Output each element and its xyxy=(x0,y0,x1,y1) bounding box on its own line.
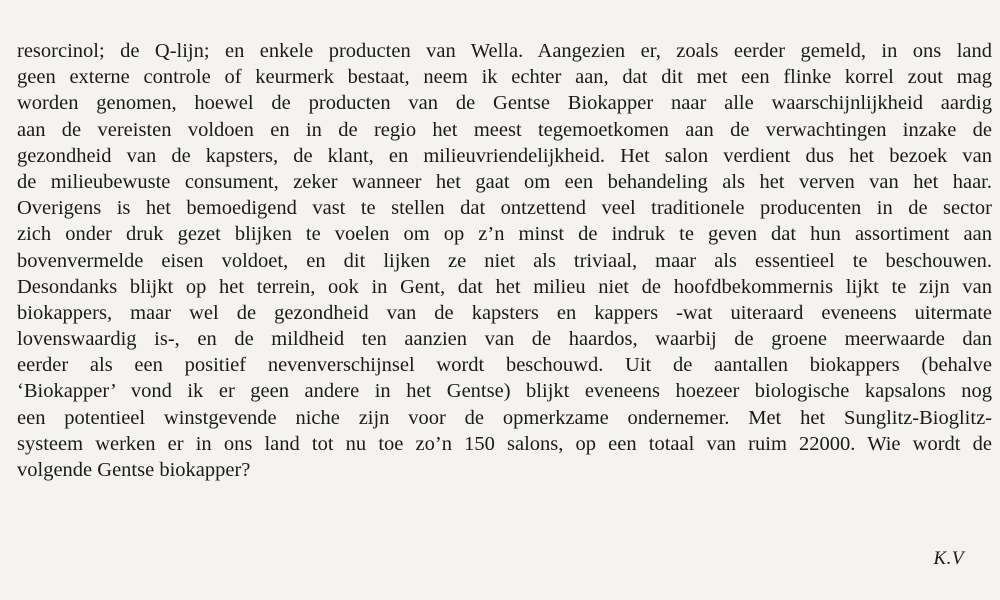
text-line-4: aan de vereisten voldoen en in de regio het meest tegemoetkomen aan de verwachtingen inzake de xyxy=(17,118,992,141)
text-line-17: volgende Gentse biokapper? xyxy=(17,459,251,481)
text-line-7: Overigens is het bemoedigend vast te stellen dat ontzettend veel traditionele producenten in de sector xyxy=(17,197,992,220)
text-line-14: ‘Biokapper’ vond ik er geen andere in het Gentse) blijkt eveneens hoezeer biologische kapsalons nog xyxy=(17,380,992,403)
text-line-16: systeem werken er in ons land tot nu toe zo’n 150 salons, op een totaal van ruim 22000. Wie wordt de xyxy=(17,432,992,455)
article-body xyxy=(17,38,992,483)
text-line-10: Desondanks blijkt op het terrein, ook in Gent, dat het milieu niet de hoofdbekommernis lijkt te zijn van xyxy=(17,275,992,298)
text-line-3: worden genomen, hoewel de producten van de Gentse Biokapper naar alle waarschijnlijkheid aardig xyxy=(17,92,992,115)
text-line-15: een potentieel winstgevende niche zijn voor de opmerkzame ondernemer. Met het Sunglitz-Bioglitz- xyxy=(17,406,992,429)
text-line-11: biokappers, maar wel de gezondheid van de kapsters en kappers -wat uiteraard eveneens uitermate xyxy=(17,301,992,324)
text-line-13: eerder als een positief nevenverschijnsel wordt beschouwd. Uit de aantallen biokappers (behalve xyxy=(17,354,992,377)
author-signature: K.V xyxy=(933,548,964,569)
text-line-12: lovenswaardig is-, en de mildheid ten aanzien van de haardos, waarbij de groene meerwaarde dan xyxy=(17,328,992,351)
text-line-5: gezondheid van de kapsters, de klant, en milieuvriendelijkheid. Het salon verdient dus het bezoek van xyxy=(17,144,992,167)
text-line-2: geen externe controle of keurmerk bestaat, neem ik echter aan, dat dit met een flinke korrel zout mag xyxy=(17,66,992,89)
text-line-9: bovenvermelde eisen voldoet, en dit lijken ze niet als triviaal, maar als essentieel te beschouwen. xyxy=(17,249,992,272)
text-line-6: de milieubewuste consument, zeker wanneer het gaat om een behandeling als het verven van het haar. xyxy=(17,170,992,193)
text-line-1: resorcinol; de Q-lijn; en enkele producten van Wella. Aangezien er, zoals eerder gemeld, in ons land xyxy=(17,40,992,62)
text-line-8: zich onder druk gezet blijken te voelen om op z’n minst de indruk te geven dat hun assortiment aan xyxy=(17,223,992,246)
